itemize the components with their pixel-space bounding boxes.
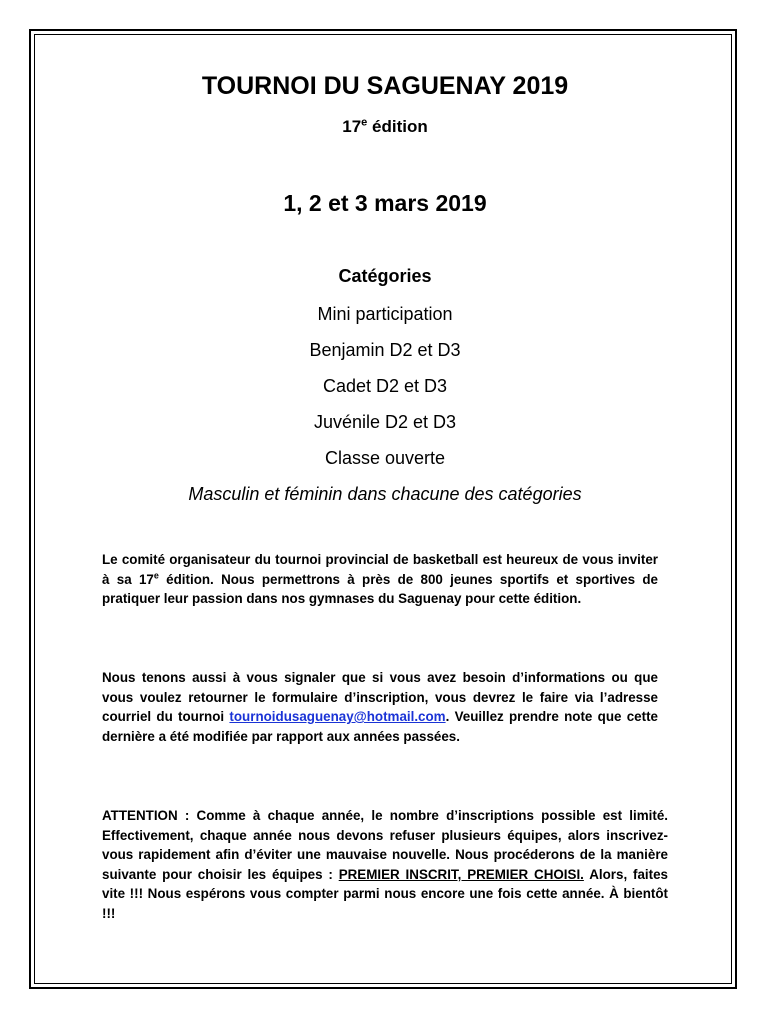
category-item: Cadet D2 et D3 bbox=[322, 376, 448, 396]
invitation-text-before: Le comité organisateur du tournoi provincial de basketball est heureux de vous inviter à sa 17 bbox=[102, 552, 658, 587]
attention-paragraph bbox=[102, 806, 668, 923]
invitation-sup: e bbox=[153, 570, 159, 581]
contact-text-after: . Veuillez prendre note que cette dernière a été modifiée par rapport aux années passées. bbox=[102, 709, 658, 744]
categories-note: Masculin et féminin dans chacune des catégories bbox=[188, 484, 582, 504]
categories-list bbox=[0, 302, 770, 482]
edition-number: 17 bbox=[342, 117, 362, 136]
category-item: Benjamin D2 et D3 bbox=[309, 340, 461, 360]
edition-word: édition bbox=[367, 117, 428, 136]
category-item: Classe ouverte bbox=[324, 448, 446, 468]
invitation-paragraph bbox=[102, 550, 658, 609]
invitation-text-after: édition. Nous permettrons à près de 800 jeunes sportifs et sportives de pratiquer leur passion dans nos gymnases du Saguenay pour cette édition. bbox=[102, 571, 658, 606]
contact-text-before: Nous tenons aussi à vous signaler que si vous avez besoin d’informations ou que vous voulez retourner le formulaire d’inscription, vous devrez le faire via l’adresse courriel du tournoi bbox=[102, 670, 658, 724]
document-title: TOURNOI DU SAGUENAY 2019 bbox=[201, 72, 569, 100]
edition-suffix: e bbox=[361, 116, 368, 129]
category-item: Mini participation bbox=[317, 304, 453, 324]
category-item: Juvénile D2 et D3 bbox=[313, 412, 457, 432]
tournament-dates: 1, 2 et 3 mars 2019 bbox=[283, 190, 487, 216]
contact-paragraph bbox=[102, 668, 658, 746]
attention-text-before: ATTENTION : Comme à chaque année, le nombre d’inscriptions possible est limité. Effectivement, chaque année nous devons refuser plusieurs équipes, alors inscrivez-vous rapidement afin d’éviter une mauvaise nouvelle. Nous procéderons de la manière suivante pour choisir les équipes : bbox=[102, 808, 668, 882]
edition-line bbox=[0, 117, 770, 137]
email-link[interactable]: tournoidusaguenay@hotmail.com bbox=[229, 709, 446, 724]
categories-heading: Catégories bbox=[338, 266, 432, 286]
attention-text-after: Alors, faites vite !!! Nous espérons vous compter parmi nous encore une fois cette année. À bientôt !!! bbox=[102, 866, 669, 921]
attention-underlined: PREMIER INSCRIT, PREMIER CHOISI. bbox=[338, 866, 584, 882]
